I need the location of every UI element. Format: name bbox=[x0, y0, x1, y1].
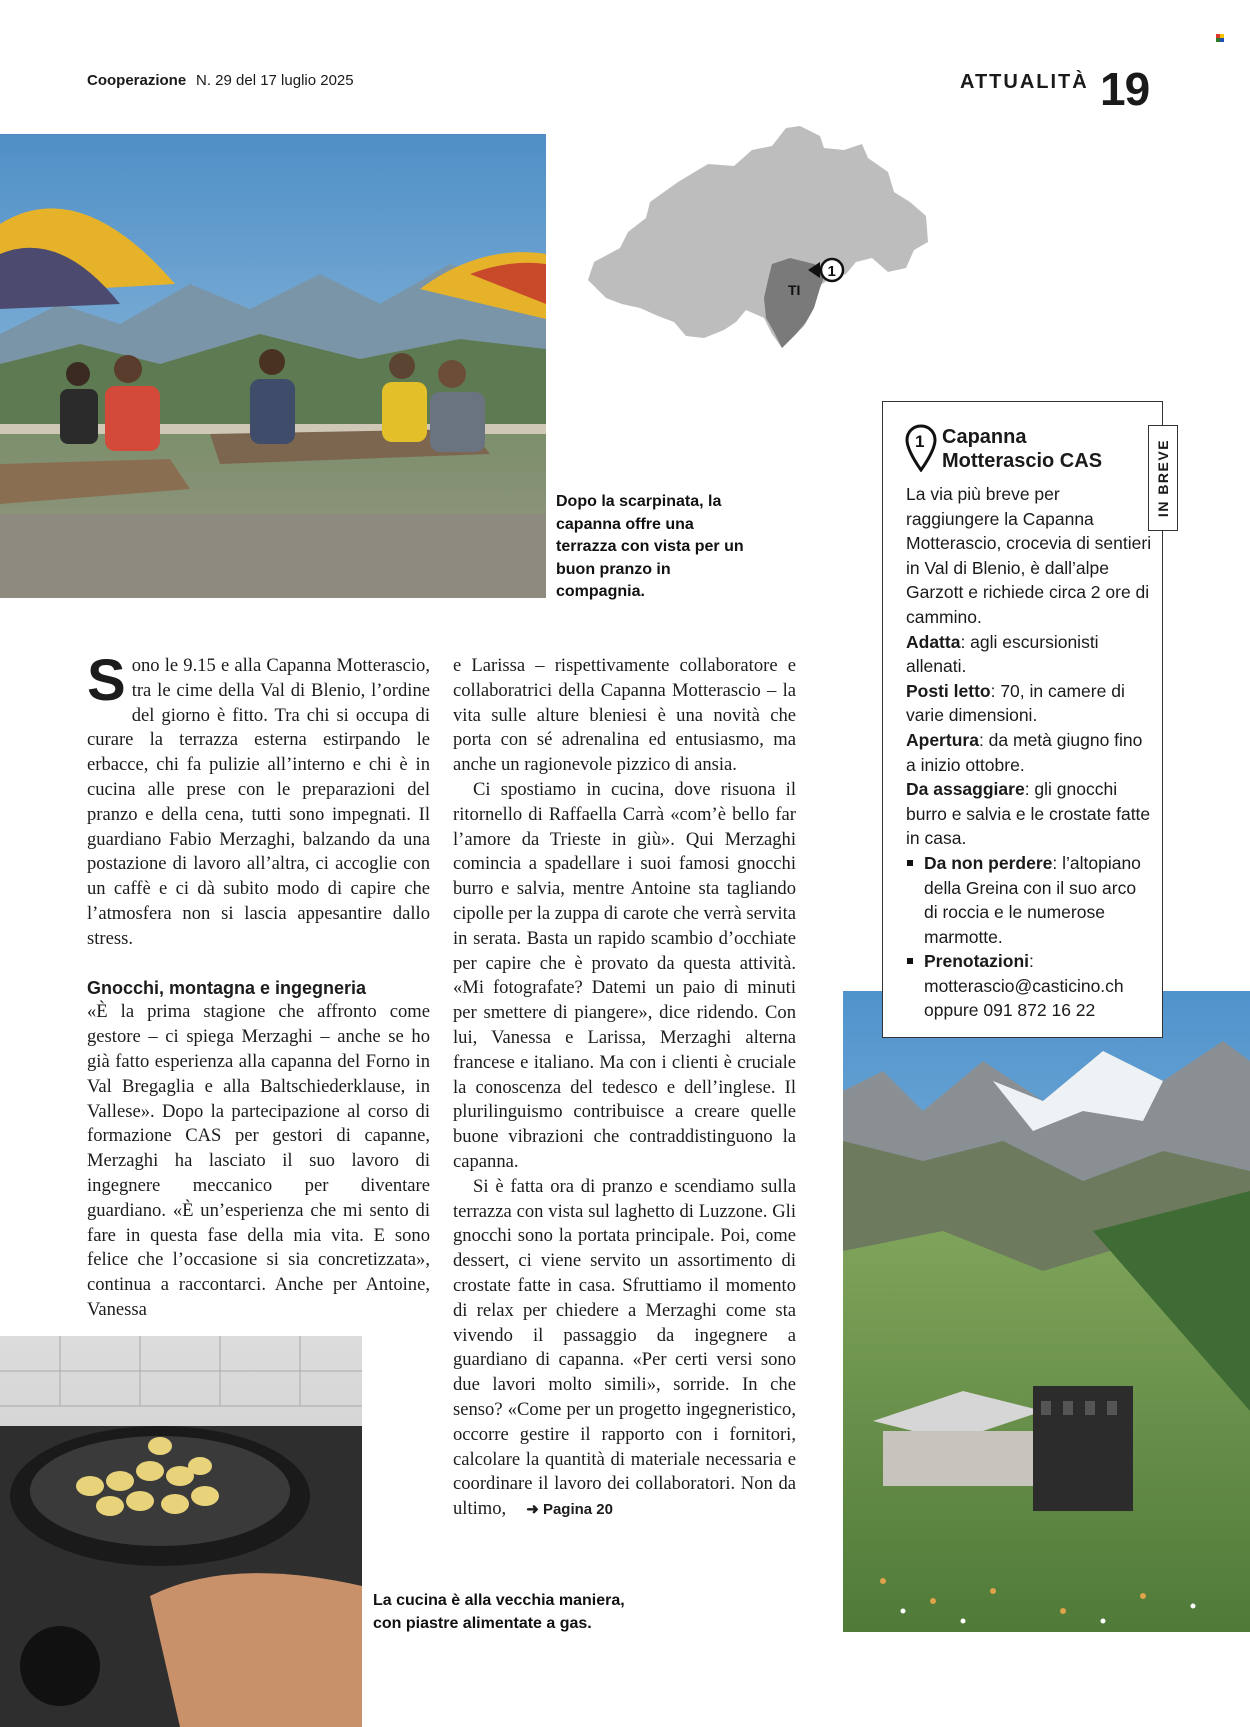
paragraph-4: Ci spostiamo in cucina, dove risuona il ritornello di Raffaella Carrà «com’è bello far l’amore da Trieste in giù». Qui Merzaghi comincia a spadellare i suoi famosi gnocchi burro e salvia, mentre Antoine sta tagliando cipolle per la zuppa di carote che verrà servita in serata. Basta un rapido scambio d’occhiate per capire che è provato da questa attività. «Mi fotografate? Datemi un paio di minuti per smettere di piangere», dice ridendo. Con lui, Vanessa e Larissa, Merzaghi alterna francese e italiano. Ma con i clienti è cruciale la conoscenza del tedesco e dell’inglese. Il plurilinguismo contribuisce a creare quelle buone vibrazioni che contraddistinguono la capanna. bbox=[453, 778, 796, 1172]
in-breve-tab bbox=[1148, 425, 1178, 531]
publication-name: Cooperazione bbox=[87, 72, 187, 89]
page-number: 19 bbox=[1100, 63, 1150, 115]
paragraph-3: e Larissa – rispettivamente collaboratore e collaboratrici della Capanna Motterascio – la vita sulle alture bleniesi è una novità che porta con sé adrenalina ed entusiasmo, ma anche un ragionevole pizzico di ansia. bbox=[453, 655, 796, 776]
color-registration-mark bbox=[1216, 34, 1224, 42]
info-box-title-line-1: Capanna bbox=[942, 426, 1027, 448]
kitchen-caption: La cucina è alla vecchia maniera, con piastre alimentate a gas. bbox=[373, 1592, 625, 1632]
kitchen-photo bbox=[0, 1336, 362, 1727]
info-box-body bbox=[906, 482, 1154, 1023]
info-email-link[interactable]: motterascio@casticino.ch bbox=[924, 975, 1124, 996]
info-phone: oppure 091 872 16 22 bbox=[924, 1000, 1096, 1021]
issue-date: N. 29 del 17 luglio 2025 bbox=[196, 72, 354, 89]
info-prenotazioni: Prenotazioni: motterascio@casticino.ch oppure 091 872 16 22 bbox=[906, 949, 1154, 1023]
subheading: Gnocchi, montagna e ingegneria bbox=[87, 977, 367, 998]
article-column-1 bbox=[87, 648, 430, 1323]
info-box-number: 1 bbox=[915, 432, 925, 451]
info-bullet-list bbox=[906, 851, 1154, 1023]
section-title: ATTUALITÀ bbox=[960, 71, 1089, 93]
info-adatta: Adatta: agli escursionisti allenati. bbox=[906, 631, 1099, 677]
mountain-hut-photo bbox=[843, 991, 1250, 1632]
map-marker-number: 1 bbox=[827, 263, 836, 280]
info-box bbox=[882, 401, 1163, 1038]
paragraph-2: «È la prima stagione che affronto come gestore – ci spiega Merzaghi – anche se ho già fatto esperienza alla capanna del Forno in Val Bregaglia e alla Baltschiederklause, in Vallese». Dopo la partecipazione al corso di formazione CAS per gestori di capanne, Merzaghi ha lasciato il suo lavoro di ingegnere meccanico per diventare guardiano. «È un’esperienza che mi sento di fare in questa fase della mia vita. E sono felice che l’occasione si sia concretizzata», continua a raccontarci. Anche per Antoine, Vanessa bbox=[87, 1001, 430, 1320]
info-da-assaggiare: Da assaggiare: gli gnocchi burro e salvia e le crostate fatte in casa. bbox=[906, 779, 1151, 849]
info-apertura: Apertura: da metà giugno fino a inizio ottobre. bbox=[906, 729, 1143, 775]
info-da-non-perdere: Da non perdere: l’altopiano della Greina con il suo arco di roccia e le numerose marmotte. bbox=[906, 851, 1154, 949]
paragraph-intro: ono le 9.15 e alla Capanna Motterascio, tra le cime della Val di Blenio, l’ordine del giorno è fitto. Tra chi si occupa di curare la terrazza esterna estirpando le erbacce, chi fa pulizie all’interno e chi è in cucina alle prese con le preparazioni del pranzo e della cena, tutti sono impegnati. Il guardiano Fabio Merzaghi, balzando da una postazione di lavoro all’altra, ci accoglie con un caffè e ci dà subito modo di capire che l’atmosfera non si lascia appesantire dallo stress. bbox=[87, 655, 430, 949]
info-box-title bbox=[942, 425, 1102, 473]
canton-label: TI bbox=[788, 282, 801, 298]
article-column-2 bbox=[453, 654, 796, 1523]
terrace-photo bbox=[0, 134, 546, 598]
location-pin-icon bbox=[905, 424, 937, 472]
switzerland-shape bbox=[588, 126, 928, 348]
switzerland-map bbox=[576, 122, 930, 354]
info-intro: La via più breve per raggiungere la Capanna Motterascio, crocevia di sentieri in Val di Blenio, è dall’alpe Garzott e richiede circa 2 ore di cammino. bbox=[906, 484, 1152, 627]
terrace-caption: Dopo la scarpinata, la capanna offre una terrazza con vista per un buon pranzo in compagnia. bbox=[556, 493, 744, 600]
info-box-title-line-2: Motterascio CAS bbox=[942, 450, 1103, 472]
info-posti-letto: Posti letto: 70, in camere di varie dimensioni. bbox=[906, 680, 1125, 726]
in-breve-label: IN BREVE bbox=[1155, 438, 1171, 518]
drop-cap: S bbox=[87, 648, 126, 713]
continued-on-page-link[interactable]: ➜ Pagina 20 bbox=[526, 1501, 613, 1519]
paragraph-5: Si è fatta ora di pranzo e scendiamo sulla terrazza con vista sul laghetto di Luzzone. Gli gnocchi sono la portata principale. Poi, come dessert, ci viene servito un assortimento di crostate fatte in casa. Sfruttiamo il momento di relax per chiedere a Merzaghi come sta vivendo il passaggio da ingegnere a guardiano di capanna. «Per certi versi sono due lavori molto simili», sorride. In che senso? «Come per un progetto ingegneristico, occorre gestire il rapporto con i fornitori, calcolare la quantità di materiale necessaria e coordinare il lavoro dei collaboratori. Non da ultimo, bbox=[453, 1175, 796, 1520]
